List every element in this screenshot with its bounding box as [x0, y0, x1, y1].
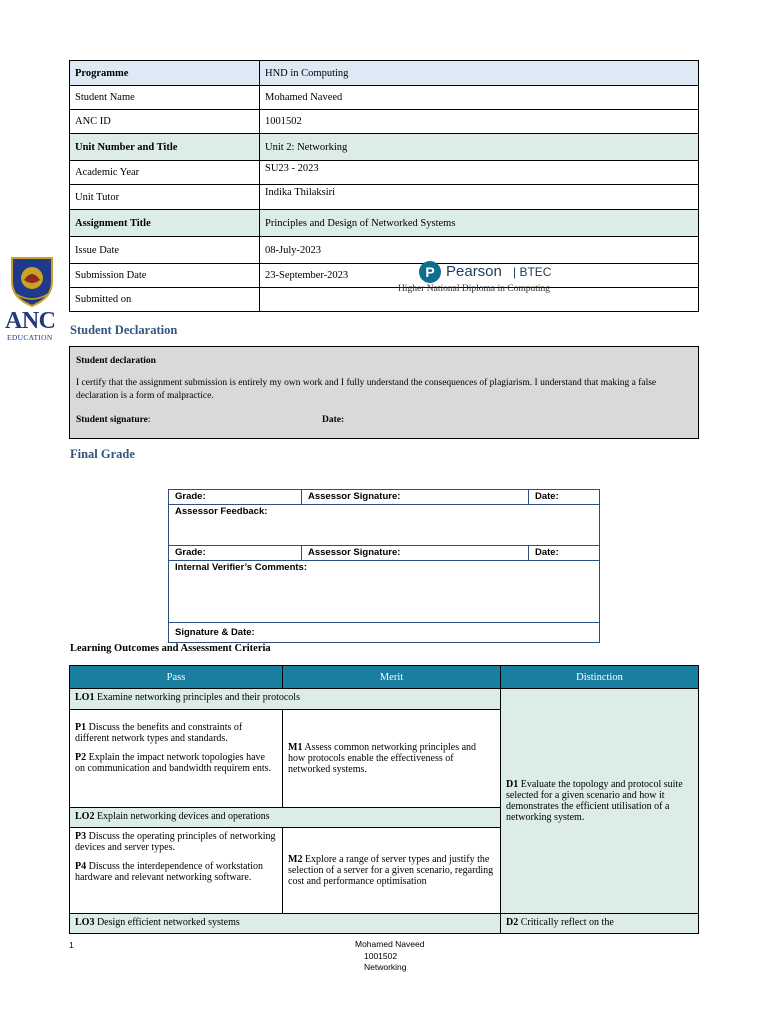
pearson-logo-icon	[418, 260, 442, 284]
internal-verifier-comments-cell[interactable]: Internal Verifier’s Comments:	[169, 561, 600, 623]
p3-p4-cell	[70, 828, 283, 914]
info-value: SU23 - 2023	[260, 161, 699, 185]
p3-criterion: P3 Discuss the operating principles of networking devices and server types.	[75, 831, 276, 853]
info-value: 08-July-2023	[260, 237, 699, 264]
info-key: Submitted on	[70, 288, 260, 312]
declaration-title: Student declaration	[76, 356, 156, 366]
learning-outcomes-heading: Learning Outcomes and Assessment Criteria	[70, 643, 271, 654]
info-key: Assignment Title	[70, 210, 260, 237]
grade-cell[interactable]: Grade:	[169, 490, 302, 505]
learning-outcomes-table	[69, 665, 699, 934]
student-signature-field[interactable]	[76, 415, 151, 425]
column-header-distinction: Distinction	[501, 666, 699, 689]
anc-logo-subtext: EDUCATION	[7, 333, 53, 342]
svg-text:P: P	[425, 264, 435, 280]
info-value: Mohamed Naveed	[260, 86, 699, 110]
declaration-box	[69, 346, 699, 439]
declaration-date-label: Date:	[322, 415, 345, 425]
info-value: 23-September-2023	[260, 264, 699, 288]
grade-cell[interactable]: Grade:	[169, 546, 302, 561]
pearson-wordmark: Pearson	[446, 263, 502, 280]
column-header-pass: Pass	[70, 666, 283, 689]
hnd-caption: Higher National Diploma in Computing	[398, 284, 550, 294]
date-cell[interactable]: Date:	[529, 546, 600, 561]
p2-criterion: P2 Explain the impact network topologies have on communication and bandwidth requirem ents.	[75, 752, 272, 774]
info-key: Programme	[70, 61, 260, 86]
info-value: 1001502	[260, 110, 699, 134]
p4-criterion: P4 Discuss the interdependence of workstation hardware and relevant networking software.	[75, 861, 264, 883]
info-value: Indika Thilaksiri	[260, 185, 699, 210]
date-cell[interactable]: Date:	[529, 490, 600, 505]
info-key: Submission Date	[70, 264, 260, 288]
page-number: 1	[69, 940, 74, 950]
info-key: Unit Number and Title	[70, 134, 260, 161]
d1-cell: D1 Evaluate the topology and protocol suite selected for a given scenario and how it demonstrates the efficient utilisation of a networking system.	[501, 689, 699, 914]
anc-crest-icon	[4, 254, 60, 308]
info-key: Student Name	[70, 86, 260, 110]
info-value: HND in Computing	[260, 61, 699, 86]
column-header-merit: Merit	[283, 666, 501, 689]
footer-id: 1001502	[364, 951, 398, 961]
signature-date-cell[interactable]: Signature & Date:	[169, 623, 600, 643]
lo3-row: LO3 Design efficient networked systems	[70, 914, 501, 934]
info-key: Issue Date	[70, 237, 260, 264]
info-key: Unit Tutor	[70, 185, 260, 210]
m1-cell: M1 Assess common networking principles and how protocols enable the effectiveness of networked systems.	[283, 710, 501, 808]
info-value: Unit 2: Networking	[260, 134, 699, 161]
student-declaration-heading: Student Declaration	[70, 323, 178, 337]
anc-logo-text: ANC	[5, 308, 56, 334]
student-signature-label: Student signature	[76, 415, 148, 425]
final-grade-table	[168, 489, 600, 643]
signature-colon: :	[147, 415, 151, 425]
btec-wordmark: | BTEC	[513, 265, 552, 279]
declaration-text: I certify that the assignment submission is entirely my own work and I fully understand the consequences of plagiarism. I understand that making a false declaration is a form of malpractice.	[76, 378, 657, 401]
info-value: Principles and Design of Networked Systems	[260, 210, 699, 237]
lo1-row: LO1 Examine networking principles and their protocols	[70, 689, 501, 710]
lo2-row: LO2 Explain networking devices and operations	[70, 808, 501, 828]
assessor-signature-cell[interactable]: Assessor Signature:	[302, 490, 529, 505]
info-key: Academic Year	[70, 161, 260, 185]
assignment-info-table	[69, 60, 699, 312]
assessor-feedback-cell[interactable]: Assessor Feedback:	[169, 505, 600, 546]
p1-p2-cell	[70, 710, 283, 808]
p1-criterion: P1 Discuss the benefits and constraints of different network types and standards.	[75, 722, 243, 744]
final-grade-heading: Final Grade	[70, 447, 135, 461]
info-key: ANC ID	[70, 110, 260, 134]
d2-cell: D2 Critically reflect on the	[501, 914, 699, 934]
footer-unit: Networking	[364, 962, 407, 972]
footer-name: Mohamed Naveed	[355, 939, 425, 949]
assessor-signature-cell[interactable]: Assessor Signature:	[302, 546, 529, 561]
m2-cell: M2 Explore a range of server types and justify the selection of a server for a given scenario, regarding cost and performance optimisation	[283, 828, 501, 914]
